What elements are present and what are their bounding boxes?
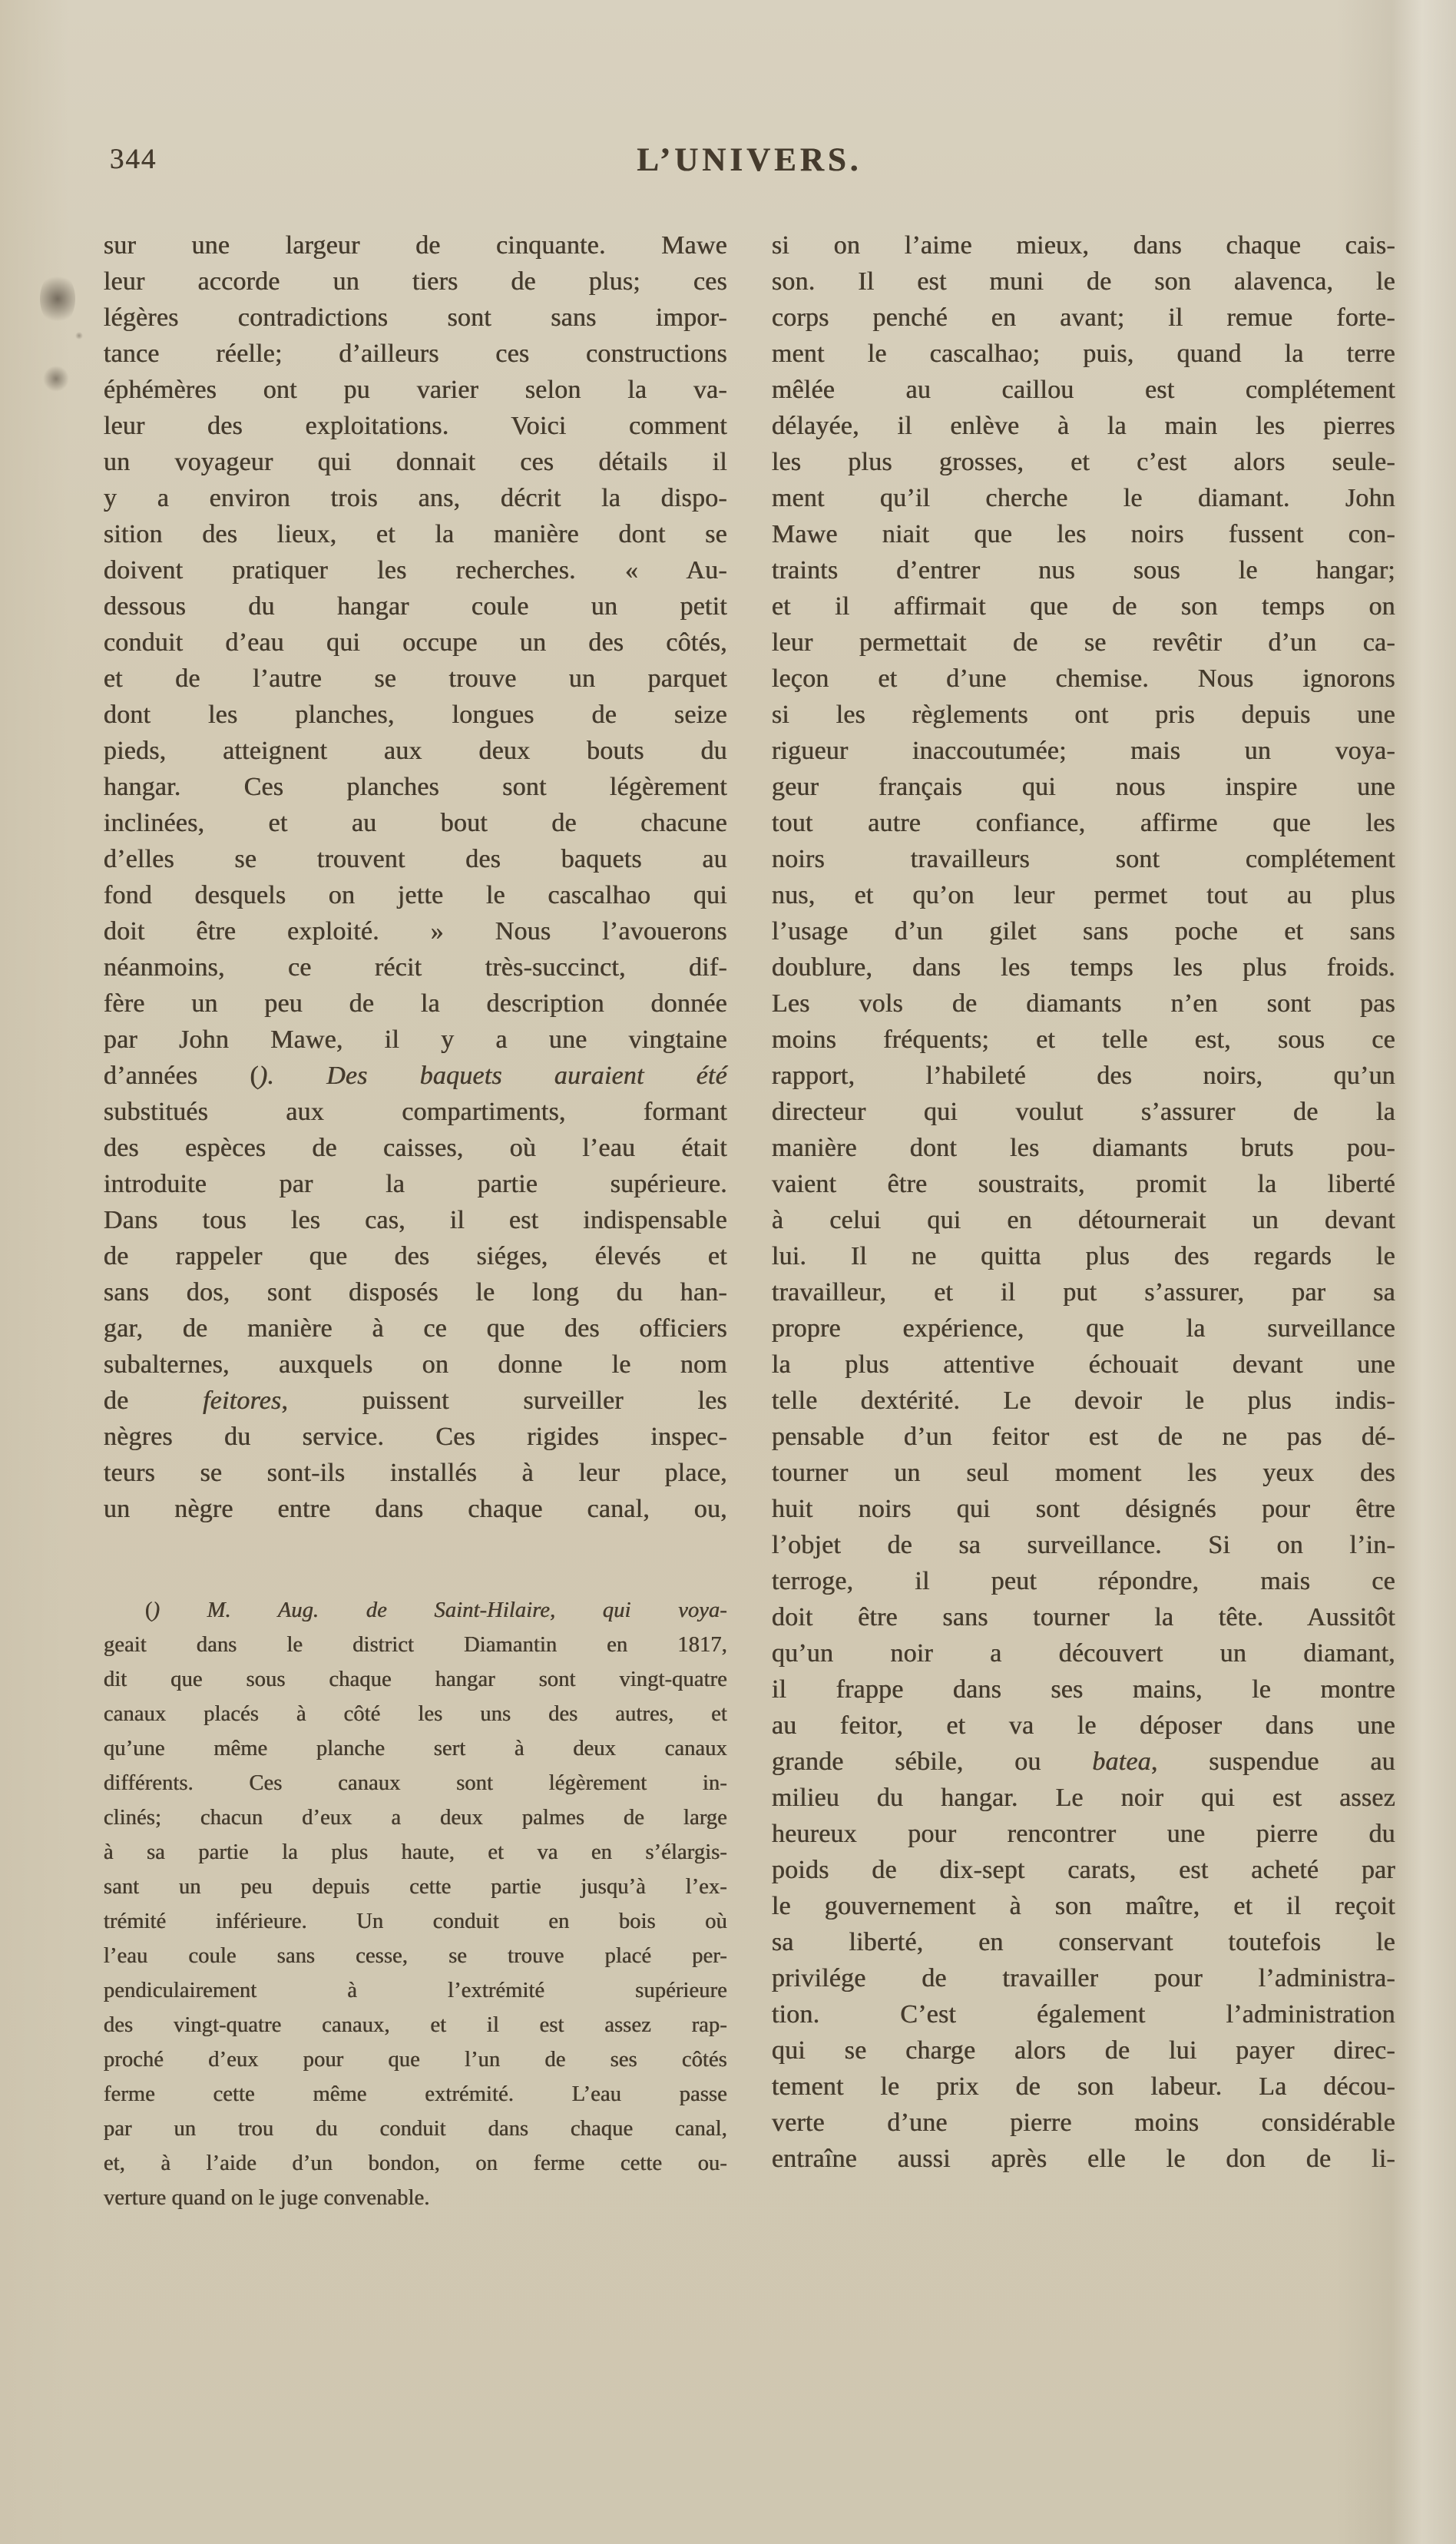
text-line: canaux placés à côté les uns des autres, et bbox=[104, 1702, 727, 1726]
text-line: si les règlements ont pris depuis une bbox=[772, 701, 1395, 729]
text-line: sition des lieux, et la manière dont se bbox=[104, 520, 727, 548]
text-line: pensable d’un feitor est de ne pas dé- bbox=[772, 1423, 1395, 1451]
text-line: différents. Ces canaux sont légèrement in- bbox=[104, 1771, 727, 1795]
text-line: et de l’autre se trouve un parquet bbox=[104, 664, 727, 693]
text-line: la plus attentive échouait devant une bbox=[772, 1350, 1395, 1379]
text-line: tout autre confiance, affirme que les bbox=[772, 809, 1395, 837]
text-line: sans dos, sont disposés le long du han- bbox=[104, 1278, 727, 1307]
text-line: terroge, il peut répondre, mais ce bbox=[772, 1567, 1395, 1595]
ink-speck bbox=[40, 272, 75, 326]
text-line: leur accorde un tiers de plus; ces bbox=[104, 267, 727, 296]
text-line: éphémères ont pu varier selon la va- bbox=[104, 376, 727, 404]
text-line: leçon et d’une chemise. Nous ignorons bbox=[772, 664, 1395, 693]
text-line: par un trou du conduit dans chaque canal, bbox=[104, 2117, 727, 2141]
text-line: proché d’eux pour que l’un de ses côtés bbox=[104, 2048, 727, 2072]
book-page bbox=[0, 141, 1456, 2544]
text-line: le gouvernement à son maître, et il reçoit bbox=[772, 1892, 1395, 1920]
left-column bbox=[104, 227, 727, 2215]
text-line: propre expérience, que la surveillance bbox=[772, 1314, 1395, 1343]
text-line: et il affirmait que de son temps on bbox=[772, 592, 1395, 621]
text-line: Mawe niait que les noirs fussent con- bbox=[772, 520, 1395, 548]
text-line: leur des exploitations. Voici comment bbox=[104, 412, 727, 440]
text-line: rapport, l’habileté des noirs, qu’un bbox=[772, 1062, 1395, 1090]
page-number: 344 bbox=[110, 144, 157, 175]
text-line: inclinées, et au bout de chacune bbox=[104, 809, 727, 837]
text-line: vaient être soustraits, promit la liberté bbox=[772, 1170, 1395, 1198]
text-line: ment qu’il cherche le diamant. John bbox=[772, 484, 1395, 512]
text-line: introduite par la partie supérieure. bbox=[104, 1170, 727, 1198]
text-line: corps penché en avant; il remue forte- bbox=[772, 303, 1395, 332]
text-line: entraîne aussi après elle le don de li- bbox=[772, 2145, 1395, 2173]
text-line: doit être sans tourner la tête. Aussitôt bbox=[772, 1603, 1395, 1631]
footnote bbox=[104, 1593, 727, 2215]
text-line: clinés; chacun d’eux a deux palmes de large bbox=[104, 1806, 727, 1830]
text-line: nus, et qu’on leur permet tout au plus bbox=[772, 881, 1395, 909]
text-line: lui. Il ne quitta plus des regards le bbox=[772, 1242, 1395, 1270]
text-line: travailleur, et il put s’assurer, par sa bbox=[772, 1278, 1395, 1307]
right-column bbox=[772, 227, 1395, 2215]
text-line: son. Il est muni de son alavenca, le bbox=[772, 267, 1395, 296]
ink-speck bbox=[43, 366, 69, 392]
text-line: délayée, il enlève à la main les pierres bbox=[772, 412, 1395, 440]
text-line: telle dextérité. Le devoir le plus indis- bbox=[772, 1386, 1395, 1415]
text-line: tance réelle; d’ailleurs ces constructions bbox=[104, 340, 727, 368]
text-line: hangar. Ces planches sont légèrement bbox=[104, 773, 727, 801]
text-line: doublure, dans les temps les plus froids. bbox=[772, 953, 1395, 982]
right-column-body-text bbox=[772, 227, 1395, 2177]
text-line: leur permettait de se revêtir d’un ca- bbox=[772, 628, 1395, 657]
text-columns bbox=[104, 227, 1456, 2215]
text-line: les plus grosses, et c’est alors seule- bbox=[772, 448, 1395, 476]
running-title: L’UNIVERS. bbox=[637, 142, 862, 178]
text-line: qu’un noir a découvert un diamant, bbox=[772, 1639, 1395, 1668]
text-line: d’elles se trouvent des baquets au bbox=[104, 845, 727, 873]
text-line: dont les planches, longues de seize bbox=[104, 701, 727, 729]
text-line: des espèces de caisses, où l’eau était bbox=[104, 1134, 727, 1162]
text-line: à sa partie la plus haute, et va en s’élargis- bbox=[104, 1840, 727, 1864]
text-line: dessous du hangar coule un petit bbox=[104, 592, 727, 621]
text-line: nègres du service. Ces rigides inspec- bbox=[104, 1423, 727, 1451]
text-line: un voyageur qui donnait ces détails il bbox=[104, 448, 727, 476]
text-line: conduit d’eau qui occupe un des côtés, bbox=[104, 628, 727, 657]
text-line: à celui qui en détournerait un devant bbox=[772, 1206, 1395, 1234]
text-line: doit être exploité. » Nous l’avouerons bbox=[104, 917, 727, 946]
text-line: qui se charge alors de lui payer direc- bbox=[772, 2036, 1395, 2065]
text-line: qu’une même planche sert à deux canaux bbox=[104, 1737, 727, 1761]
text-line: l’objet de sa surveillance. Si on l’in- bbox=[772, 1531, 1395, 1559]
text-line: l’eau coule sans cesse, se trouve placé per- bbox=[104, 1944, 727, 1968]
text-line: teurs se sont-ils installés à leur place, bbox=[104, 1459, 727, 1487]
text-line: pendiculairement à l’extrémité supérieure bbox=[104, 1979, 727, 2002]
text-line: mêlée au caillou est complétement bbox=[772, 376, 1395, 404]
text-line: geait dans le district Diamantin en 1817, bbox=[104, 1633, 727, 1657]
text-line: ment le cascalhao; puis, quand la terre bbox=[772, 340, 1395, 368]
text-line: légères contradictions sont sans impor- bbox=[104, 303, 727, 332]
text-line: rigueur inaccoutumée; mais un voya- bbox=[772, 737, 1395, 765]
text-line: dit que sous chaque hangar sont vingt-quatre bbox=[104, 1668, 727, 1691]
text-line: tion. C’est également l’administration bbox=[772, 2000, 1395, 2029]
text-line: traints d’entrer nus sous le hangar; bbox=[772, 556, 1395, 585]
text-line: tement le prix de son labeur. La décou- bbox=[772, 2072, 1395, 2101]
text-line: verture quand on le juge convenable. bbox=[104, 2186, 430, 2210]
text-line: fère un peu de la description donnée bbox=[104, 989, 727, 1018]
text-line: fond desquels on jette le cascalhao qui bbox=[104, 881, 727, 909]
text-line: Dans tous les cas, il est indispensable bbox=[104, 1206, 727, 1234]
text-line: manière dont les diamants bruts pou- bbox=[772, 1134, 1395, 1162]
text-line: trémité inférieure. Un conduit en bois où bbox=[104, 1910, 727, 1933]
text-line: milieu du hangar. Le noir qui est assez bbox=[772, 1784, 1395, 1812]
text-line: Les vols de diamants n’en sont pas bbox=[772, 989, 1395, 1018]
text-line: ferme cette même extrémité. L’eau passe bbox=[104, 2082, 727, 2106]
text-line: des vingt-quatre canaux, et il est assez rap- bbox=[104, 2013, 727, 2037]
text-line: sa liberté, en conservant toutefois le bbox=[772, 1928, 1395, 1956]
text-line: noirs travailleurs sont complétement bbox=[772, 845, 1395, 873]
text-line: y a environ trois ans, décrit la dispo- bbox=[104, 484, 727, 512]
text-line: un nègre entre dans chaque canal, ou, bbox=[104, 1495, 727, 1523]
text-line: directeur qui voulut s’assurer de la bbox=[772, 1098, 1395, 1126]
text-line: sur une largeur de cinquante. Mawe bbox=[104, 231, 727, 260]
text-line: néanmoins, ce récit très-succinct, dif- bbox=[104, 953, 727, 982]
text-line: heureux pour rencontrer une pierre du bbox=[772, 1820, 1395, 1848]
text-line: doivent pratiquer les recherches. « Au- bbox=[104, 556, 727, 585]
text-line: substitués aux compartiments, formant bbox=[104, 1098, 727, 1126]
text-line: gar, de manière à ce que des officiers bbox=[104, 1314, 727, 1343]
page-header bbox=[104, 141, 1395, 181]
text-line: et, à l’aide d’un bondon, on ferme cette ou- bbox=[104, 2151, 727, 2175]
text-line: moins fréquents; et telle est, sous ce bbox=[772, 1025, 1395, 1054]
text-line: poids de dix-sept carats, est acheté par bbox=[772, 1856, 1395, 1884]
text-line: au feitor, et va le déposer dans une bbox=[772, 1711, 1395, 1740]
text-line: il frappe dans ses mains, le montre bbox=[772, 1675, 1395, 1704]
text-line: par John Mawe, il y a une vingtaine bbox=[104, 1025, 727, 1054]
text-line: privilége de travailler pour l’administra- bbox=[772, 1964, 1395, 1992]
text-line: verte d’une pierre moins considérable bbox=[772, 2108, 1395, 2137]
text-line: l’usage d’un gilet sans poche et sans bbox=[772, 917, 1395, 946]
text-line: huit noirs qui sont désignés pour être bbox=[772, 1495, 1395, 1523]
text-line: grande sébile, ou batea, suspendue au bbox=[772, 1747, 1395, 1776]
text-line: () M. Aug. de Saint-Hilaire, qui voya- bbox=[145, 1598, 727, 1622]
left-column-body-text bbox=[104, 227, 727, 1527]
text-line: de feitores, puissent surveiller les bbox=[104, 1386, 727, 1415]
text-line: si on l’aime mieux, dans chaque cais- bbox=[772, 231, 1395, 260]
text-line: d’années (). Des baquets auraient été bbox=[104, 1062, 727, 1090]
text-line: de rappeler que des siéges, élevés et bbox=[104, 1242, 727, 1270]
ink-speck bbox=[75, 332, 83, 340]
text-line: tourner un seul moment les yeux des bbox=[772, 1459, 1395, 1487]
text-line: sant un peu depuis cette partie jusqu’à l’ex- bbox=[104, 1875, 727, 1899]
text-line: pieds, atteignent aux deux bouts du bbox=[104, 737, 727, 765]
text-line: geur français qui nous inspire une bbox=[772, 773, 1395, 801]
text-line: subalternes, auxquels on donne le nom bbox=[104, 1350, 727, 1379]
